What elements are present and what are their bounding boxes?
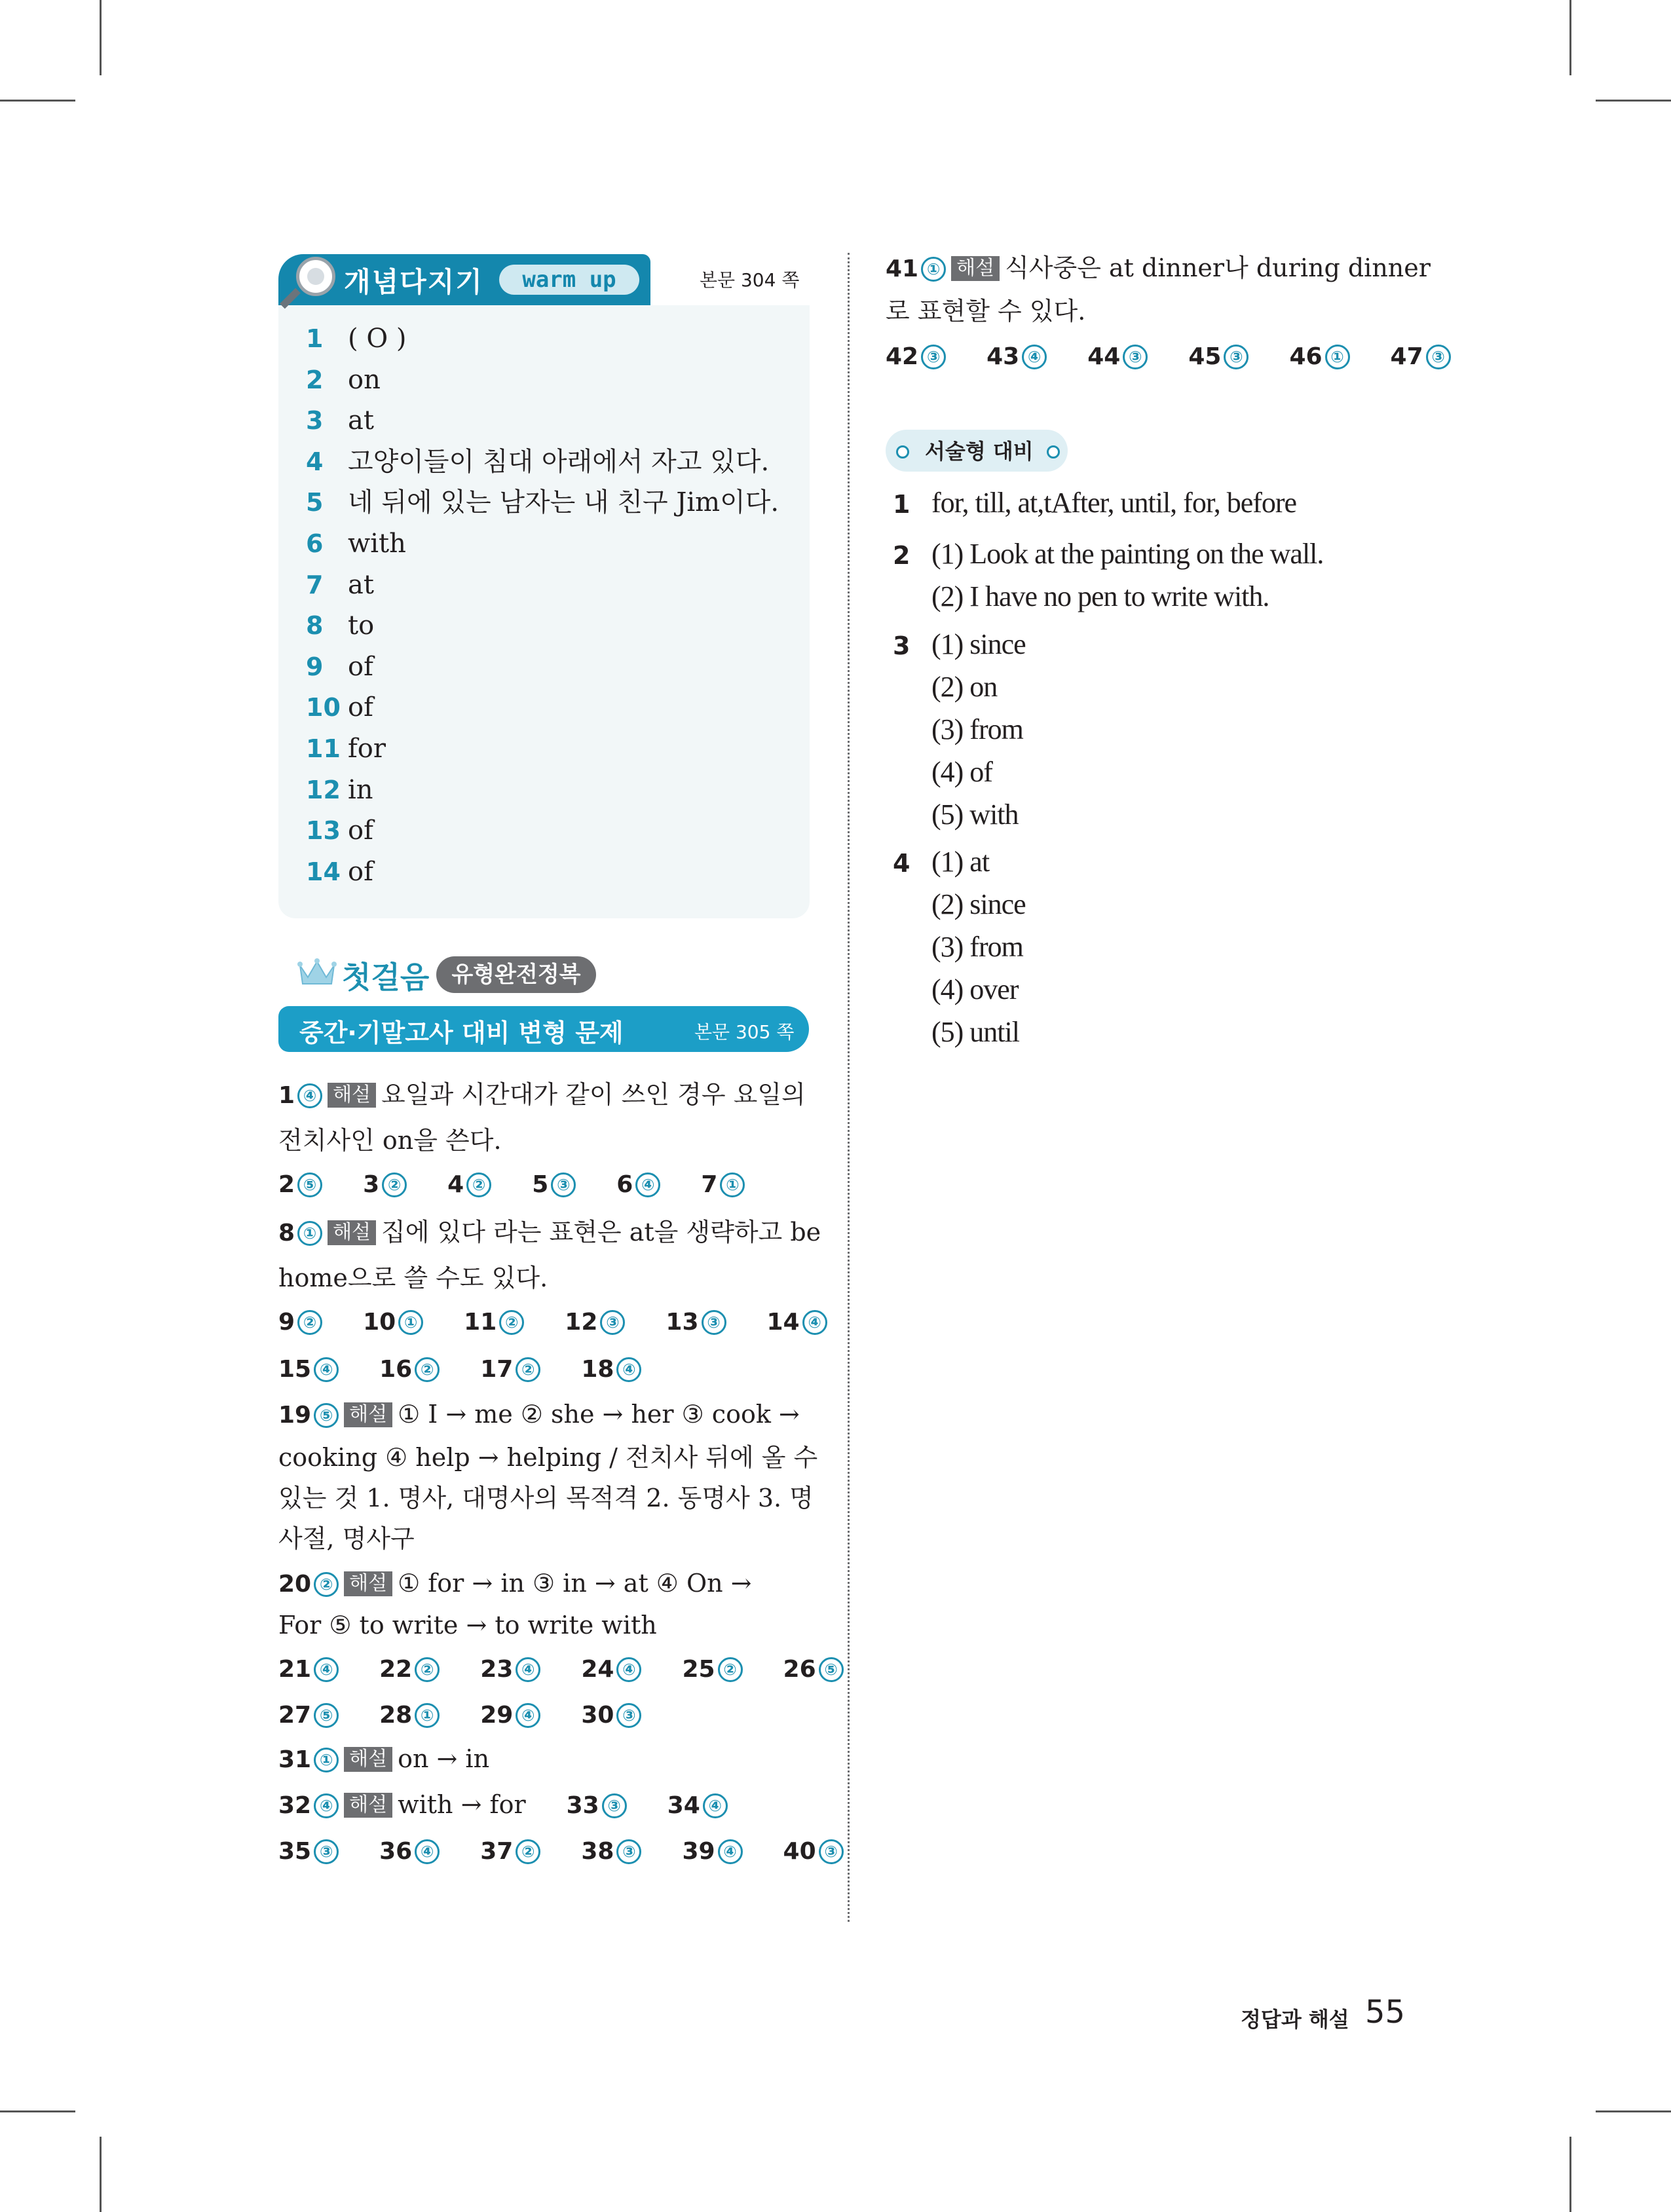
answer-circle: ② — [499, 1310, 524, 1335]
question-number: 20 — [278, 1571, 312, 1598]
warmup-item — [306, 404, 374, 437]
crop-mark — [1569, 2137, 1571, 2212]
descriptive-answer-line: (3) from — [931, 713, 1023, 745]
question-number: 3 — [363, 1171, 380, 1198]
item-number: 7 — [306, 570, 324, 599]
question-number: 47 — [1390, 343, 1423, 370]
answer-circle: ⑤ — [819, 1657, 844, 1682]
question-number: 39 — [682, 1838, 715, 1865]
answer-circle: ④ — [516, 1703, 540, 1728]
answer-circle: ② — [466, 1172, 491, 1197]
answer-circle: ① — [720, 1172, 745, 1197]
item-number: 6 — [306, 529, 324, 558]
exam-section-title: 중간·기말고사 대비 변형 문제 — [299, 1019, 624, 1047]
question-number: 22 — [379, 1656, 413, 1683]
warmup-item — [306, 691, 373, 724]
question-number: 27 — [278, 1702, 312, 1729]
item-number: 9 — [306, 652, 324, 681]
warmup-item — [306, 650, 373, 683]
question-number: 41 — [886, 255, 919, 282]
answer-circle: ① — [415, 1703, 440, 1728]
question-8 — [278, 1217, 821, 1248]
descriptive-number: 2 — [893, 541, 911, 570]
answer-circle: ④ — [703, 1793, 728, 1818]
question-number: 37 — [480, 1838, 514, 1865]
answer-circle: ⑤ — [297, 1172, 322, 1197]
answer-circle: ③ — [551, 1172, 576, 1197]
answer-circle: ③ — [1426, 345, 1451, 369]
answer-row-9-14 — [278, 1306, 827, 1338]
warmup-item — [306, 732, 386, 765]
question-number: 13 — [666, 1309, 699, 1336]
item-number: 11 — [306, 734, 341, 763]
item-answer: at — [348, 569, 374, 600]
warmup-item — [306, 322, 406, 355]
warmup-item — [306, 486, 779, 519]
answer-circle: ③ — [702, 1310, 726, 1335]
answer-circle: ① — [297, 1221, 322, 1246]
answer-circle: ④ — [635, 1172, 660, 1197]
answer-circle: ④ — [616, 1357, 641, 1382]
descriptive-answer-line: (2) I have no pen to write with. — [931, 580, 1269, 612]
question-41 — [886, 253, 1431, 284]
descriptive-answer-line: (3) from — [931, 931, 1023, 963]
crop-mark — [100, 0, 102, 75]
warmup-box-corner — [650, 305, 810, 325]
question-1 — [278, 1079, 806, 1111]
warmup-item — [306, 364, 381, 396]
warmup-item — [306, 814, 373, 847]
warmup-item — [306, 855, 373, 888]
explain-badge: 해설 — [328, 1220, 376, 1245]
explain-badge: 해설 — [344, 1571, 392, 1596]
answer-circle: ④ — [1022, 345, 1047, 369]
question-number: 40 — [783, 1838, 816, 1865]
answer-circle: ② — [718, 1657, 743, 1682]
explanation-text: with → for — [398, 1790, 526, 1819]
question-number: 15 — [278, 1356, 312, 1383]
item-number: 8 — [306, 611, 324, 641]
descriptive-title: 서술형 대비 — [925, 439, 1034, 464]
question-number: 17 — [480, 1356, 514, 1383]
answer-circle: ① — [398, 1310, 423, 1335]
explanation-text: ① I → me ② she → her ③ cook → — [398, 1400, 800, 1429]
answer-circle: ① — [921, 257, 946, 282]
question-31 — [278, 1744, 489, 1775]
descriptive-number: 3 — [893, 631, 911, 660]
question-8-cont: home으로 쓸 수도 있다. — [278, 1264, 548, 1292]
answer-circle: ③ — [1123, 345, 1148, 369]
answer-circle: ④ — [616, 1657, 641, 1682]
warmup-item — [306, 569, 374, 601]
answer-circle: ⑤ — [314, 1703, 339, 1728]
answer-circle: ③ — [819, 1839, 844, 1864]
warmup-item — [306, 774, 373, 806]
answer-circle: ② — [516, 1357, 540, 1382]
item-answer: with — [348, 529, 406, 559]
crop-mark — [0, 2110, 75, 2112]
question-number: 18 — [581, 1356, 614, 1383]
question-number: 4 — [447, 1171, 464, 1198]
footer-label: 정답과 해설 — [1241, 2007, 1349, 2032]
question-20-cont: For ⑤ to write → to write with — [278, 1611, 657, 1640]
answer-circle: ③ — [600, 1310, 625, 1335]
item-number: 1 — [306, 324, 324, 353]
question-number: 46 — [1289, 343, 1323, 370]
answer-row-2-7 — [278, 1169, 745, 1200]
explanation-text: 요일과 시간대가 같이 쓰인 경우 요일의 — [381, 1080, 806, 1109]
bullet-dot — [896, 445, 909, 459]
explanation-text: 식사중은 at dinner나 during dinner — [1005, 253, 1431, 282]
question-number: 14 — [766, 1309, 800, 1336]
item-answer: of — [348, 692, 373, 723]
answer-circle: ② — [314, 1572, 339, 1597]
question-19-cont: cooking ④ help → helping / 전치사 뒤에 올 수 — [278, 1443, 818, 1472]
answer-circle: ④ — [314, 1657, 339, 1682]
descriptive-answer-line: (4) of — [931, 756, 992, 788]
question-number: 9 — [278, 1309, 295, 1336]
question-number: 19 — [278, 1402, 312, 1429]
item-number: 3 — [306, 406, 324, 436]
column-divider — [848, 253, 850, 1922]
question-19-cont: 사절, 명사구 — [278, 1524, 415, 1553]
descriptive-answer-line: for, till, at,tAfter, until, for, before — [931, 487, 1297, 519]
question-number: 11 — [464, 1309, 497, 1336]
question-number: 26 — [783, 1656, 816, 1683]
first-steps-tag: 유형완전정복 — [436, 956, 596, 993]
explain-badge: 해설 — [344, 1747, 392, 1772]
question-number: 25 — [682, 1656, 715, 1683]
answer-row-35-40 — [278, 1835, 844, 1867]
explanation-text: on → in — [398, 1744, 490, 1773]
explain-badge: 해설 — [328, 1083, 376, 1108]
question-number: 38 — [581, 1838, 614, 1865]
answer-circle: ③ — [314, 1839, 339, 1864]
question-number: 1 — [278, 1082, 295, 1109]
descriptive-answer-line: (1) at — [931, 846, 990, 878]
crop-mark — [1596, 2110, 1671, 2112]
explain-badge: 해설 — [344, 1402, 392, 1427]
answer-circle: ④ — [802, 1310, 827, 1335]
question-number: 36 — [379, 1838, 413, 1865]
answer-circle: ④ — [314, 1357, 339, 1382]
question-number: 10 — [363, 1309, 396, 1336]
item-answer: of — [348, 651, 373, 682]
bullet-dot — [1047, 445, 1060, 459]
answer-circle: ④ — [516, 1657, 540, 1682]
item-number: 2 — [306, 365, 324, 394]
warmup-tag: warm up — [499, 265, 639, 295]
crown-icon — [297, 958, 337, 986]
question-number: 34 — [667, 1792, 700, 1819]
answer-circle: ③ — [616, 1703, 641, 1728]
answer-circle: ⑤ — [314, 1403, 339, 1428]
descriptive-answer-line: (1) since — [931, 628, 1026, 660]
item-number: 4 — [306, 447, 324, 476]
answer-row-21-26 — [278, 1653, 844, 1685]
question-number: 2 — [278, 1171, 295, 1198]
question-number: 29 — [480, 1702, 514, 1729]
question-number: 23 — [480, 1656, 514, 1683]
descriptive-answer-line: (4) over — [931, 973, 1019, 1005]
warmup-title: 개념다지기 — [344, 266, 483, 298]
answer-circle: ④ — [718, 1839, 743, 1864]
descriptive-answer-line: (2) since — [931, 888, 1026, 920]
item-answer: to — [348, 610, 375, 641]
question-20 — [278, 1568, 752, 1600]
question-number: 28 — [379, 1702, 413, 1729]
warmup-item — [306, 445, 769, 478]
question-number: 8 — [278, 1220, 295, 1247]
question-number: 16 — [379, 1356, 413, 1383]
answer-circle: ② — [415, 1357, 440, 1382]
item-number: 10 — [306, 693, 341, 722]
descriptive-answer-line: (1) Look at the painting on the wall. — [931, 538, 1324, 570]
explain-badge: 해설 — [951, 256, 1000, 281]
descriptive-answer-line: (5) until — [931, 1016, 1019, 1048]
answer-row-15-18 — [278, 1353, 641, 1385]
descriptive-answer-line: (2) on — [931, 671, 998, 703]
item-answer: 네 뒤에 있는 남자는 내 친구 Jim이다. — [348, 487, 779, 518]
question-number: 21 — [278, 1656, 312, 1683]
explanation-text: ① for → in ③ in → at ④ On → — [398, 1569, 752, 1598]
question-number: 24 — [581, 1656, 614, 1683]
question-19 — [278, 1399, 800, 1431]
answer-row-42-47 — [886, 341, 1451, 372]
answer-circle: ③ — [616, 1839, 641, 1864]
answer-circle: ③ — [1224, 345, 1249, 369]
answer-circle: ④ — [415, 1839, 440, 1864]
question-number: 42 — [886, 343, 919, 370]
crop-mark — [100, 2137, 102, 2212]
question-number: 33 — [566, 1792, 599, 1819]
answer-circle: ① — [1325, 345, 1350, 369]
magnifier-icon — [296, 257, 335, 296]
explanation-text: 집에 있다 라는 표현은 at을 생략하고 be — [381, 1218, 821, 1247]
answer-circle: ④ — [297, 1083, 322, 1108]
question-number: 5 — [532, 1171, 549, 1198]
answer-circle: ③ — [602, 1793, 627, 1818]
item-answer: 고양이들이 침대 아래에서 자고 있다. — [348, 446, 770, 477]
answer-circle: ② — [297, 1310, 322, 1335]
crop-mark — [1596, 100, 1671, 102]
answer-row-33-34 — [567, 1790, 728, 1819]
answer-circle: ② — [415, 1657, 440, 1682]
descriptive-answer-line: (5) with — [931, 798, 1019, 831]
question-number: 6 — [616, 1171, 633, 1198]
item-answer: for — [348, 734, 386, 764]
item-answer: of — [348, 815, 373, 846]
question-number: 43 — [986, 343, 1020, 370]
item-answer: on — [348, 364, 381, 395]
question-1-cont: 전치사인 on을 쓴다. — [278, 1126, 502, 1155]
crop-mark — [1569, 0, 1571, 75]
answer-row-27-30 — [278, 1699, 641, 1731]
answer-circle: ③ — [921, 345, 946, 369]
item-answer: of — [348, 856, 373, 887]
item-answer: at — [348, 405, 374, 436]
answer-circle: ② — [516, 1839, 540, 1864]
explain-badge: 해설 — [344, 1793, 392, 1818]
answer-circle: ② — [382, 1172, 407, 1197]
warmup-item — [306, 609, 374, 642]
item-number: 14 — [306, 857, 341, 886]
question-number: 7 — [701, 1171, 718, 1198]
question-41-cont: 로 표현할 수 있다. — [886, 297, 1086, 326]
descriptive-number: 1 — [893, 490, 911, 519]
page-number: 55 — [1365, 1994, 1406, 2031]
descriptive-number: 4 — [893, 849, 911, 878]
question-32 — [278, 1790, 728, 1821]
question-number: 12 — [565, 1309, 598, 1336]
answer-circle: ① — [314, 1748, 339, 1772]
question-number: 30 — [581, 1702, 614, 1729]
question-number: 44 — [1087, 343, 1121, 370]
crop-mark — [0, 100, 75, 102]
item-number: 13 — [306, 816, 341, 846]
item-answer: ( O ) — [348, 324, 407, 354]
question-19-cont: 있는 것 1. 명사, 대명사의 목적격 2. 동명사 3. 명 — [278, 1484, 814, 1512]
question-number: 35 — [278, 1838, 312, 1865]
answer-circle: ④ — [314, 1793, 339, 1818]
question-number: 32 — [278, 1792, 312, 1819]
question-number: 31 — [278, 1746, 312, 1773]
item-number: 12 — [306, 775, 341, 804]
exam-page-ref: 본문 305 쪽 — [694, 1021, 795, 1043]
warmup-item — [306, 527, 406, 560]
item-number: 5 — [306, 488, 324, 517]
first-steps-title: 첫걸음 — [342, 960, 430, 995]
warmup-page-ref: 본문 304 쪽 — [700, 269, 800, 291]
item-answer: in — [348, 774, 373, 805]
question-number: 45 — [1188, 343, 1222, 370]
